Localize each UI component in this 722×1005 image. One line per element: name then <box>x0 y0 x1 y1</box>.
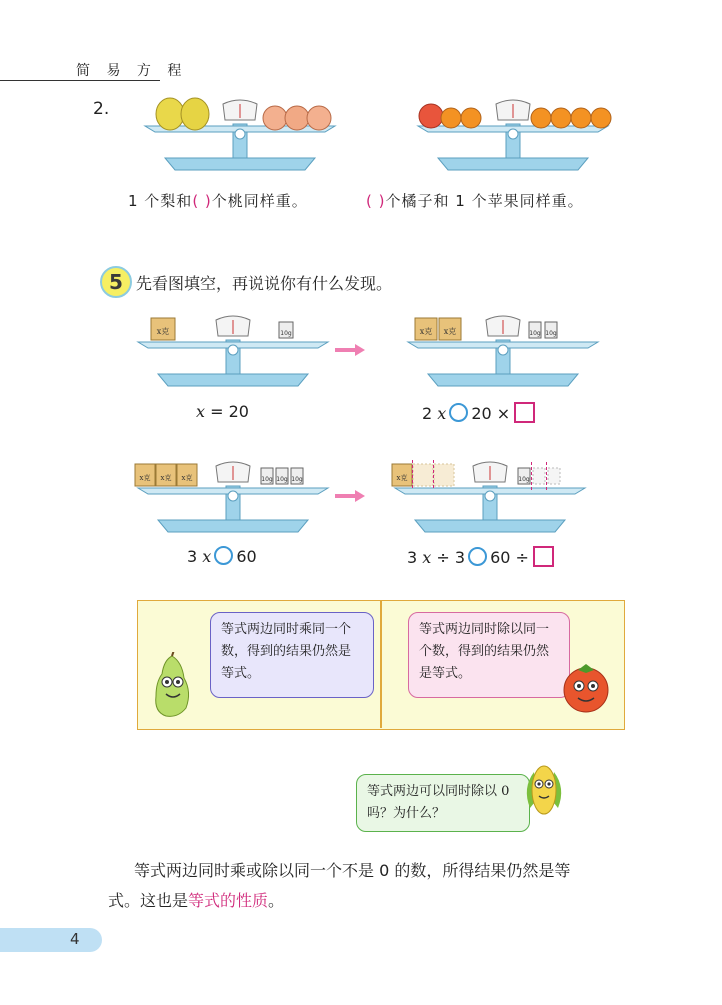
weight-label: 10g <box>276 476 288 483</box>
page-number: 4 <box>70 930 80 948</box>
speech-bubble-multiply: 等式两边同时乘同一个数，得到的结果仍然是等式。 <box>210 612 374 698</box>
question2-right-suffix: 个橘子和 1 个苹果同样重。 <box>385 192 584 210</box>
equation-1-rest: = 20 <box>205 402 249 421</box>
equation-2-rest: 20 × <box>471 404 511 423</box>
conclusion-line-1: 等式两边同时乘或除以同一个不是 0 的数，所得结果仍然是等 <box>134 861 571 880</box>
block-label: x克 <box>443 327 457 336</box>
step-number-badge: 5 <box>100 266 132 298</box>
scale-three-blocks <box>133 458 333 538</box>
tomato-character-icon <box>556 660 614 718</box>
equation-1-variable: x <box>196 402 206 421</box>
conclusion-line-2-suffix: 。 <box>268 891 285 910</box>
equation-4-coefficient: 3 <box>407 548 418 567</box>
weight-label: 10g <box>291 476 303 483</box>
block-label: x克 <box>156 327 170 336</box>
equation-3-variable: x <box>202 547 212 566</box>
weight-label: 10g <box>529 330 541 337</box>
equation-3 <box>187 546 257 566</box>
conclusion-line-2 <box>108 886 284 916</box>
equation-3-coefficient: 3 <box>187 547 198 566</box>
equation-2-variable: x <box>437 404 447 423</box>
block-label: x克 <box>181 474 193 482</box>
equation-1 <box>196 402 249 421</box>
corn-character-icon <box>520 758 568 824</box>
panel-divider <box>380 600 382 728</box>
scale-divided-by-three <box>390 458 590 538</box>
question2-left-sentence <box>128 190 308 211</box>
pear-peach-scale-illustration <box>140 96 340 176</box>
header-rule <box>0 80 160 81</box>
arrow-right-icon <box>335 344 365 356</box>
equation-2-coefficient: 2 <box>422 404 433 423</box>
equation-3-rest: 60 <box>236 547 257 566</box>
block-label: x克 <box>139 474 151 482</box>
weight-label: 10g <box>261 476 273 483</box>
page-number-tab <box>0 928 102 952</box>
question-number: 2. <box>93 99 110 119</box>
conclusion-line-2-prefix: 式。这也是 <box>108 891 189 910</box>
pear-character-icon <box>148 652 196 722</box>
equation-4-rest: 60 ÷ <box>490 548 529 567</box>
scale-two-blocks <box>403 312 603 392</box>
equation-2 <box>422 402 535 423</box>
equation-4-variable: x <box>422 548 432 567</box>
block-label: x克 <box>396 474 408 482</box>
step-instruction: 先看图填空，再说说你有什么发现。 <box>136 274 393 293</box>
weight-label: 10g <box>280 330 292 337</box>
equation-2-square-blank[interactable] <box>514 402 535 423</box>
equation-4-circle-blank[interactable] <box>468 547 487 566</box>
arrow-right-icon <box>335 490 365 502</box>
question2-left-suffix: 个桃同样重。 <box>211 192 308 210</box>
speech-bubble-divide-by-zero: 等式两边可以同时除以 0 吗？为什么？ <box>356 774 530 832</box>
question2-left-prefix: 1 个梨和 <box>128 192 193 210</box>
question2-right-blank[interactable]: ( ) <box>366 192 386 210</box>
block-label: x克 <box>419 327 433 336</box>
section-title: 简 易 方 程 <box>76 63 188 79</box>
orange-apple-scale-illustration <box>413 96 613 176</box>
block-label: x克 <box>160 474 172 482</box>
question2-right-sentence <box>366 190 584 211</box>
equation-4 <box>407 546 554 567</box>
equation-property-term: 等式的性质 <box>188 891 269 910</box>
weight-label: 10g <box>518 476 530 483</box>
question2-left-blank[interactable]: ( ) <box>192 192 212 210</box>
equation-4-square-blank[interactable] <box>533 546 554 567</box>
equation-3-circle-blank[interactable] <box>214 546 233 565</box>
scale-one-block <box>133 312 333 392</box>
weight-label: 10g <box>545 330 557 337</box>
equation-4-mid: ÷ 3 <box>431 548 466 567</box>
equation-2-circle-blank[interactable] <box>449 403 468 422</box>
speech-bubble-divide: 等式两边同时除以同一个数，得到的结果仍然是等式。 <box>408 612 570 698</box>
